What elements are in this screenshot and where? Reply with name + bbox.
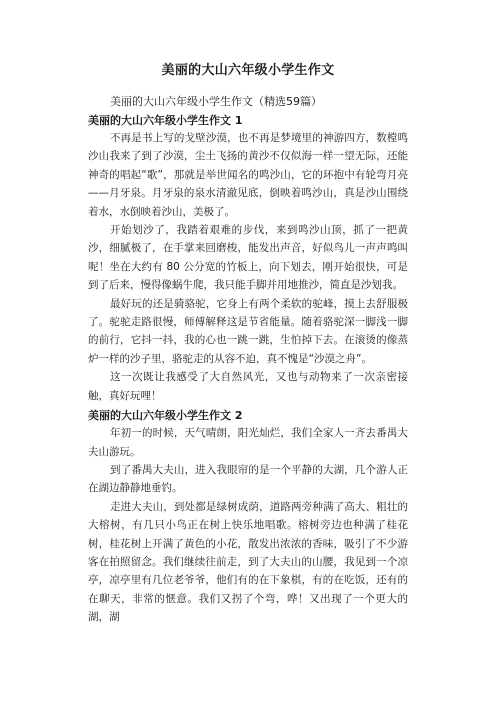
document-subtitle: 美丽的大山六年级小学生作文（精选59篇） xyxy=(110,95,322,108)
paragraph: 不再是书上写的戈壁沙漠，也不再是梦境里的神游四方，数樘鸣沙山我来了到了沙漠，尘土飞扬的黄沙不仅似海一样一望无际，还能神奇的唱起“歌”，那就是举世闻名的鸣沙山，它的环抱中有轮弯月亮——月牙泉。月牙泉的泉水清澈见底，倒映着鸣沙山，真是沙山围绕着水，水倒映着沙山，美极了。 xyxy=(88,132,408,218)
essay-section-2 xyxy=(88,407,408,626)
document-title: 美丽的大山六年级小学生作文 xyxy=(161,63,335,78)
section-heading: 美丽的大山六年级小学生作文 2 xyxy=(88,409,243,423)
paragraph: 走进大夫山，到处都是绿树成荫，道路两旁种满了高大、粗壮的大榕树，有几只小鸟正在树上快乐地唱歌。榕树旁边也种满了桂花树，桂花树上开满了黄色的小花，散发出浓浓的香味，吸引了不少游客在拍照留念。我们继续往前走，到了大夫山的山腰，我见到一个凉亭，凉亭里有几位老爷爷，他们有的在下象棋，有的在吃饭，还有的在聊天，非常的惬意。我们又拐了个弯，哗！又出现了一个更大的湖，湖 xyxy=(88,500,408,624)
paragraph: 年初一的时候，天气晴朗，阳光灿烂，我们全家人一齐去番禺大夫山游玩。 xyxy=(88,427,408,458)
paragraph: 最好玩的还是骑骆驼，它身上有两个柔软的驼峰，摸上去舒服极了。驼驼走路很慢，师傅解释这是节省能量。随着骆驼深一脚浅一脚的前行，它抖一抖，我的心也一跳一跳，生怕掉下去。在滚烫的像蒸炉一样的沙子里，骆驼走的从容不迫，真不愧是“沙漠之舟”。 xyxy=(88,297,408,365)
paragraph: 开始划沙了，我踏着艰难的步伐，来到鸣沙山顶，抓了一把黄沙，细腻极了，在手掌来回磨梭，能发出声音，好似鸟儿一声声鸣叫呢！坐在大约有 80 公分宽的竹板上，向下划去，刚开始很快，可是到了后来，慢得像蜗牛爬，我只能手脚并用地推沙，简直是沙划我。 xyxy=(88,224,408,292)
paragraph: 这一次既让我感受了大自然风光，又也与动物来了一次亲密接触，真好玩哩！ xyxy=(88,371,408,402)
section-heading: 美丽的大山六年级小学生作文 1 xyxy=(88,114,243,127)
essay-section-1 xyxy=(88,112,408,405)
paragraph: 到了番禺大夫山，进入我眼帘的是一个平静的大湖，几个游人正在湖边静静地垂钓。 xyxy=(88,463,408,495)
